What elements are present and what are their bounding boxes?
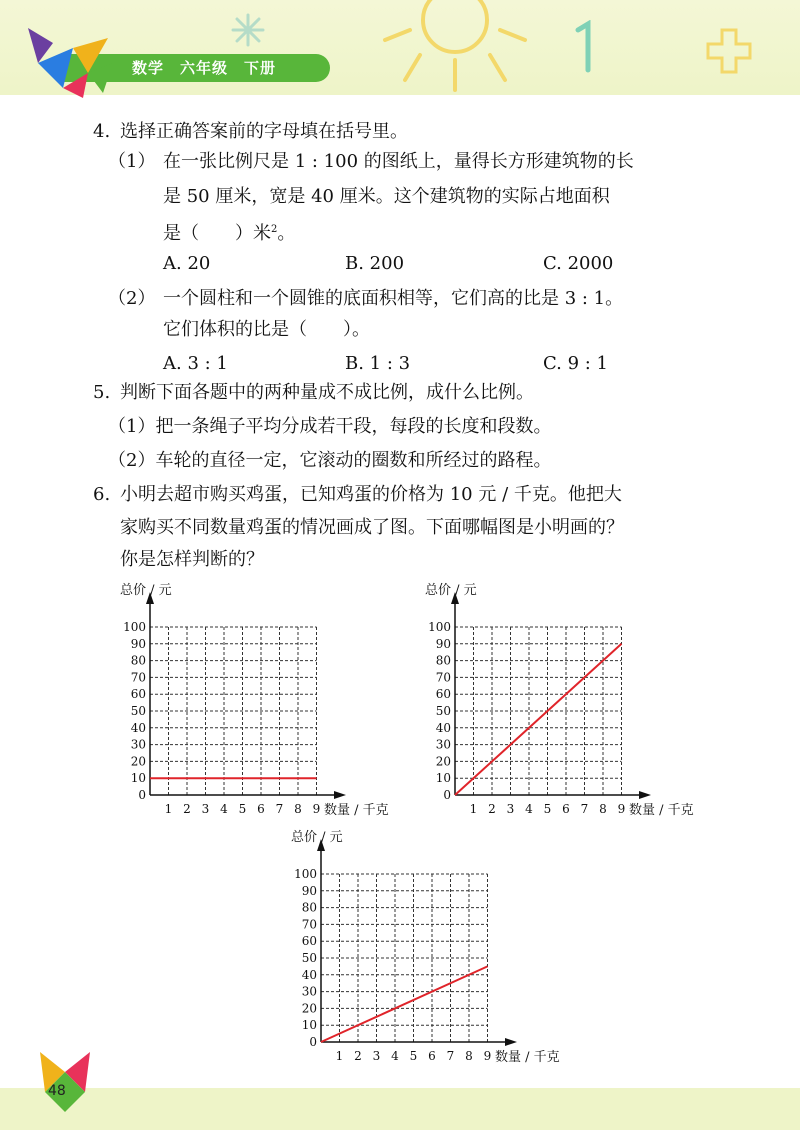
y-tick-label: 40 (301, 967, 317, 982)
graph-c (286, 825, 586, 1070)
x-tick-label: 9 (483, 1049, 492, 1063)
q5-number: 5. (93, 382, 111, 403)
y-tick-label: 90 (301, 883, 317, 898)
number-one-doodle-icon (570, 20, 600, 75)
x-tick-label: 8 (465, 1049, 473, 1063)
q4-sub2-line2: 它们体积的比是（ ）。 (163, 319, 370, 340)
x-axis-arrow-icon (639, 791, 651, 799)
q4-sub1-option-c: C. 2000 (543, 253, 614, 274)
x-tick-label: 7 (275, 802, 284, 816)
x-axis-arrow-icon (505, 1038, 517, 1046)
x-tick-label: 1 (469, 802, 478, 816)
y-tick-label: 60 (435, 687, 451, 702)
y-tick-label: 70 (301, 917, 317, 932)
x-axis-label: 数量 / 千克 (495, 1050, 560, 1065)
y-tick-label: 30 (435, 737, 451, 752)
x-tick-label: 2 (183, 802, 191, 816)
q6-number: 6. (93, 484, 111, 505)
header-title: 数学 六年级 下册 (132, 59, 277, 77)
q6-line1: 小明去超市购买鸡蛋，已知鸡蛋的价格为 10 元 / 千克。他把大 (120, 484, 622, 505)
y-tick-label: 20 (130, 754, 146, 769)
plus-doodle-icon (700, 25, 760, 80)
y-axis-label: 总价 / 元 (120, 583, 172, 598)
x-tick-label: 8 (294, 802, 302, 816)
y-tick-label: 0 (443, 788, 451, 802)
x-tick-label: 1 (335, 1049, 344, 1063)
x-tick-label: 8 (599, 802, 607, 816)
x-tick-label: 3 (372, 1049, 381, 1063)
x-tick-label: 4 (525, 802, 533, 816)
q4-sub1-line2: 是 50 厘米，宽是 40 厘米。这个建筑物的实际占地面积 (163, 186, 610, 207)
y-tick-label: 10 (435, 771, 451, 786)
x-tick-label: 2 (354, 1049, 362, 1063)
y-tick-label: 10 (130, 771, 146, 786)
graph-a (115, 578, 415, 823)
y-tick-label: 50 (301, 951, 317, 965)
x-tick-label: 4 (391, 1049, 399, 1063)
y-tick-label: 70 (435, 670, 451, 685)
y-tick-label: 20 (435, 754, 451, 769)
y-tick-label: 60 (130, 687, 146, 702)
q4-sub2-label: （2） (108, 288, 156, 309)
y-tick-label: 30 (301, 984, 317, 999)
x-tick-label: 9 (617, 802, 626, 816)
y-tick-label: 0 (309, 1035, 317, 1049)
q4-sub2-line1: 一个圆柱和一个圆锥的底面积相等，它们高的比是 3 : 1。 (163, 288, 624, 309)
q4-sub1-line3-end: 。 (277, 223, 296, 244)
y-tick-label: 90 (130, 636, 146, 651)
x-axis-arrow-icon (334, 791, 346, 799)
y-tick-label: 20 (301, 1001, 317, 1016)
x-tick-label: 1 (164, 802, 173, 816)
x-tick-label: 5 (409, 1049, 418, 1063)
q4-sub1-line1: 在一张比例尺是 1 : 100 的图纸上，量得长方形建筑物的长 (163, 151, 634, 172)
q5-sub2: （2）车轮的直径一定，它滚动的圈数和所经过的路程。 (108, 450, 552, 471)
y-tick-label: 80 (301, 900, 317, 915)
q6-line3: 你是怎样判断的？ (120, 549, 264, 570)
y-axis-label: 总价 / 元 (291, 830, 343, 845)
q5-stem: 判断下面各题中的两种量成不成比例，成什么比例。 (120, 382, 534, 403)
y-tick-label: 80 (435, 653, 451, 668)
y-tick-label: 80 (130, 653, 146, 668)
x-tick-label: 6 (562, 802, 570, 816)
y-tick-label: 50 (130, 704, 146, 718)
q4-sub1-label: （1） (108, 151, 156, 172)
x-tick-label: 3 (201, 802, 210, 816)
series-line (455, 644, 622, 795)
x-tick-label: 5 (238, 802, 247, 816)
q6-line2: 家购买不同数量鸡蛋的情况画成了图。下面哪幅图是小明画的？ (120, 517, 624, 538)
x-tick-label: 4 (220, 802, 228, 816)
x-axis-label: 数量 / 千克 (629, 803, 694, 818)
page-number: 48 (48, 1083, 66, 1099)
y-tick-label: 50 (435, 704, 451, 718)
graph-b (420, 578, 720, 823)
x-tick-label: 9 (312, 802, 321, 816)
y-tick-label: 0 (138, 788, 146, 802)
y-tick-label: 30 (130, 737, 146, 752)
q4-sub1-option-b: B. 200 (345, 253, 405, 274)
q4-sub1-line3 (163, 218, 295, 246)
q4-stem: 选择正确答案前的字母填在括号里。 (120, 121, 408, 142)
x-tick-label: 5 (543, 802, 552, 816)
series-line (321, 966, 488, 1042)
footer-bar (0, 1088, 800, 1130)
sun-decoration-icon (380, 0, 530, 95)
q4-sub1-line3-text: 是（ ）米 (163, 223, 271, 244)
q4-sub1-exponent: 2 (271, 224, 278, 235)
q4-sub2-option-c: C. 9 : 1 (543, 353, 608, 374)
y-tick-label: 100 (123, 620, 146, 634)
x-tick-label: 7 (446, 1049, 455, 1063)
y-tick-label: 100 (428, 620, 451, 634)
q4-sub2-option-a: A. 3 : 1 (163, 353, 228, 374)
q4-number: 4. (93, 121, 111, 142)
q4-sub1-option-a: A. 20 (163, 253, 211, 274)
tangram-logo-icon (28, 28, 118, 98)
y-tick-label: 100 (294, 867, 317, 881)
y-axis-label: 总价 / 元 (425, 583, 477, 598)
x-tick-label: 3 (506, 802, 515, 816)
y-tick-label: 10 (301, 1018, 317, 1033)
x-tick-label: 2 (488, 802, 496, 816)
x-tick-label: 7 (580, 802, 589, 816)
star-doodle-icon (228, 10, 268, 50)
y-tick-label: 90 (435, 636, 451, 651)
q5-sub1: （1）把一条绳子平均分成若干段，每段的长度和段数。 (108, 416, 552, 437)
x-tick-label: 6 (428, 1049, 436, 1063)
footer-tangram-icon (40, 1052, 90, 1112)
y-tick-label: 70 (130, 670, 146, 685)
q4-sub2-option-b: B. 1 : 3 (345, 353, 411, 374)
y-tick-label: 40 (435, 720, 451, 735)
x-axis-label: 数量 / 千克 (324, 803, 389, 818)
y-tick-label: 60 (301, 934, 317, 949)
x-tick-label: 6 (257, 802, 265, 816)
y-tick-label: 40 (130, 720, 146, 735)
